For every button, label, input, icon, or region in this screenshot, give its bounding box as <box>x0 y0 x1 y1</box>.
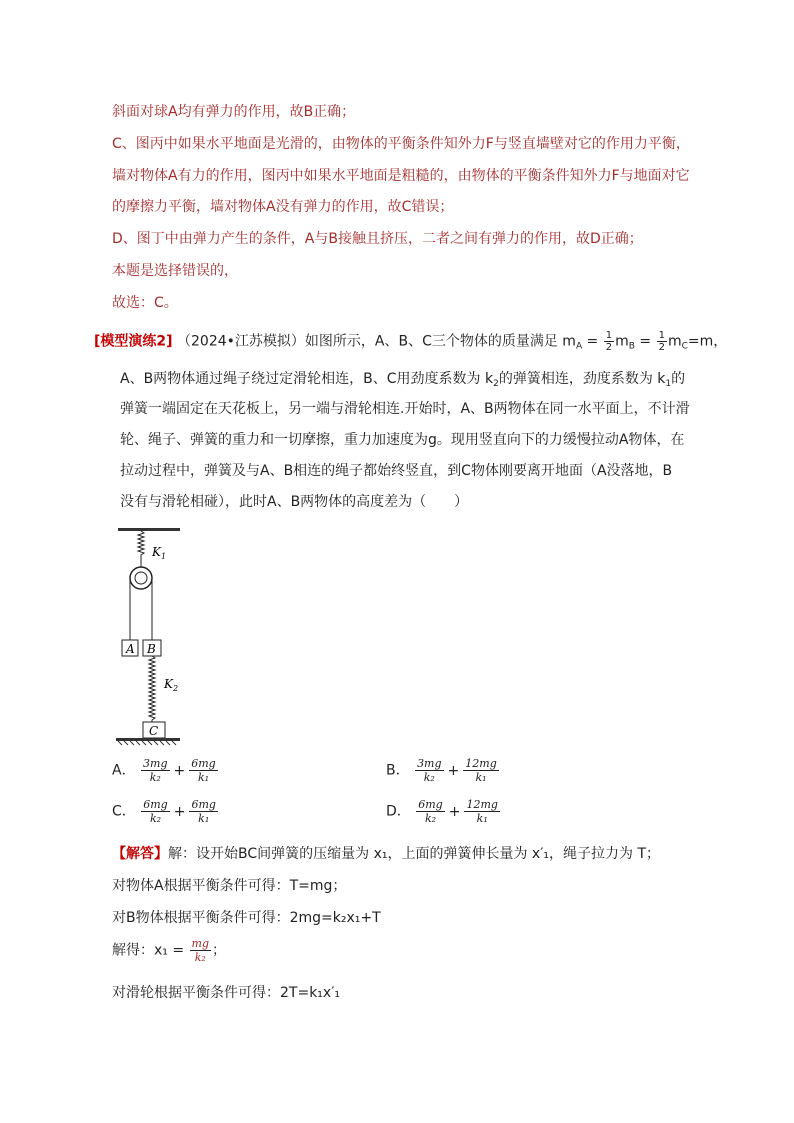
half-fraction-1: $\frac{1}{2}$ <box>605 330 613 353</box>
answer-tag: 【解答】 <box>112 846 168 862</box>
problem-line-1 <box>94 330 727 356</box>
problem-line-5: 拉动过程中，弹簧及与A、B相连的绳子都始终竖直，到C物体刚要离开地面（A没落地，B <box>120 463 673 479</box>
label-c: C <box>149 724 159 738</box>
answer-line-2: 对物体A根据平衡条件可得：T=mg； <box>112 878 347 894</box>
ceiling <box>116 528 180 531</box>
answer-line-4: 解得：x₁ = $\frac{mg}{\text{k₂}}$ ； <box>112 937 227 964</box>
eq-1: = <box>582 333 603 350</box>
prev-solution-line-4: 的摩擦力平衡，墙对物体A没有弹力的作用，故C错误； <box>112 199 454 215</box>
option-d[interactable]: D． $\frac{6mg}{\text{k₂}}$ + $\frac{12mg}{\text{k₁}}$ <box>386 798 498 825</box>
option-b[interactable]: B． $\frac{3mg}{\text{k₂}}$ + $\frac{12mg}{\text{k₁}}$ <box>386 757 497 784</box>
sub-a: A <box>575 341 583 352</box>
problem-tag: [模型演练2] <box>94 333 173 350</box>
half-fraction-2: $\frac{1}{2}$ <box>658 330 665 353</box>
spring-k2 <box>149 656 155 722</box>
label-k1: $K_1$ <box>152 545 167 561</box>
prev-solution-line-7: 故选：C。 <box>112 295 178 311</box>
answer-line-3: 对B物体根据平衡条件可得：2mg=k₂x₁+T <box>112 910 381 926</box>
label-b: B <box>147 642 156 656</box>
problem-line-2: A、B两物体通过绳子绕过定滑轮相连，B、C用劲度系数为 $k_2$的弹簧相连，劲度系数为 $k_1$的 <box>120 371 686 389</box>
problem-tail: =m， <box>687 333 728 350</box>
option-c[interactable]: C． $\frac{6mg}{\text{k₂}}$ + $\frac{6mg}{\text{k₁}}$ <box>112 798 216 825</box>
prev-solution-line-1: 斜面对球A均有弹力的作用，故B正确； <box>112 104 356 120</box>
label-k2: $K_2$ <box>164 677 179 693</box>
prev-solution-line-3: 墙对物体A有力的作用，图丙中如果水平地面是粗糙的，由物体的平衡条件知外力F与地面对它 <box>112 168 690 184</box>
floor <box>116 738 180 745</box>
problem-source: （2024•江苏模拟）如图所示，A、B、C三个物体的质量满足 m <box>177 333 576 350</box>
pulley <box>130 567 152 589</box>
answer-line-1-text: 解：设开始BC间弹簧的压缩量为 x₁，上面的弹簧伸长量为 x′₁，绳子拉力为 T； <box>168 846 661 862</box>
problem-line-6: 没有与滑轮相碰），此时A、B两物体的高度差为（ ） <box>120 494 469 510</box>
m-c: m <box>667 333 682 350</box>
sub-c: C <box>681 341 688 352</box>
sub-b: B <box>628 341 635 352</box>
spring-k1 <box>138 531 144 568</box>
answer-line-1 <box>112 845 660 863</box>
eq-2: = <box>634 333 656 350</box>
prev-solution-line-5: D、图丁中由弹力产生的条件，A与B接触且挤压，二者之间有弹力的作用，故D正确； <box>112 231 643 247</box>
option-a[interactable]: A． $\frac{3mg}{\text{k₂}}$ + $\frac{6mg}{\text{k₁}}$ <box>112 757 216 784</box>
prev-solution-line-6: 本题是选择错误的， <box>112 263 238 279</box>
problem-line-3: 弹簧一端固定在天花板上，另一端与滑轮相连.开始时，A、B两物体在同一水平面上，不计滑 <box>120 401 690 417</box>
problem-line-4: 轮、绳子、弹簧的重力和一切摩擦，重力加速度为g。现用竖直向下的力缓慢拉动A物体，在 <box>120 432 685 448</box>
answer-line-5: 对滑轮根据平衡条件可得：2T=k₁x′₁ <box>112 985 340 1001</box>
label-a: A <box>126 642 135 656</box>
m-b: m <box>615 333 629 350</box>
prev-solution-line-2: C、图丙中如果水平地面是光滑的，由物体的平衡条件知外力F与竖直墙壁对它的作用力平衡， <box>112 136 690 152</box>
spring-pulley-figure <box>112 528 212 746</box>
